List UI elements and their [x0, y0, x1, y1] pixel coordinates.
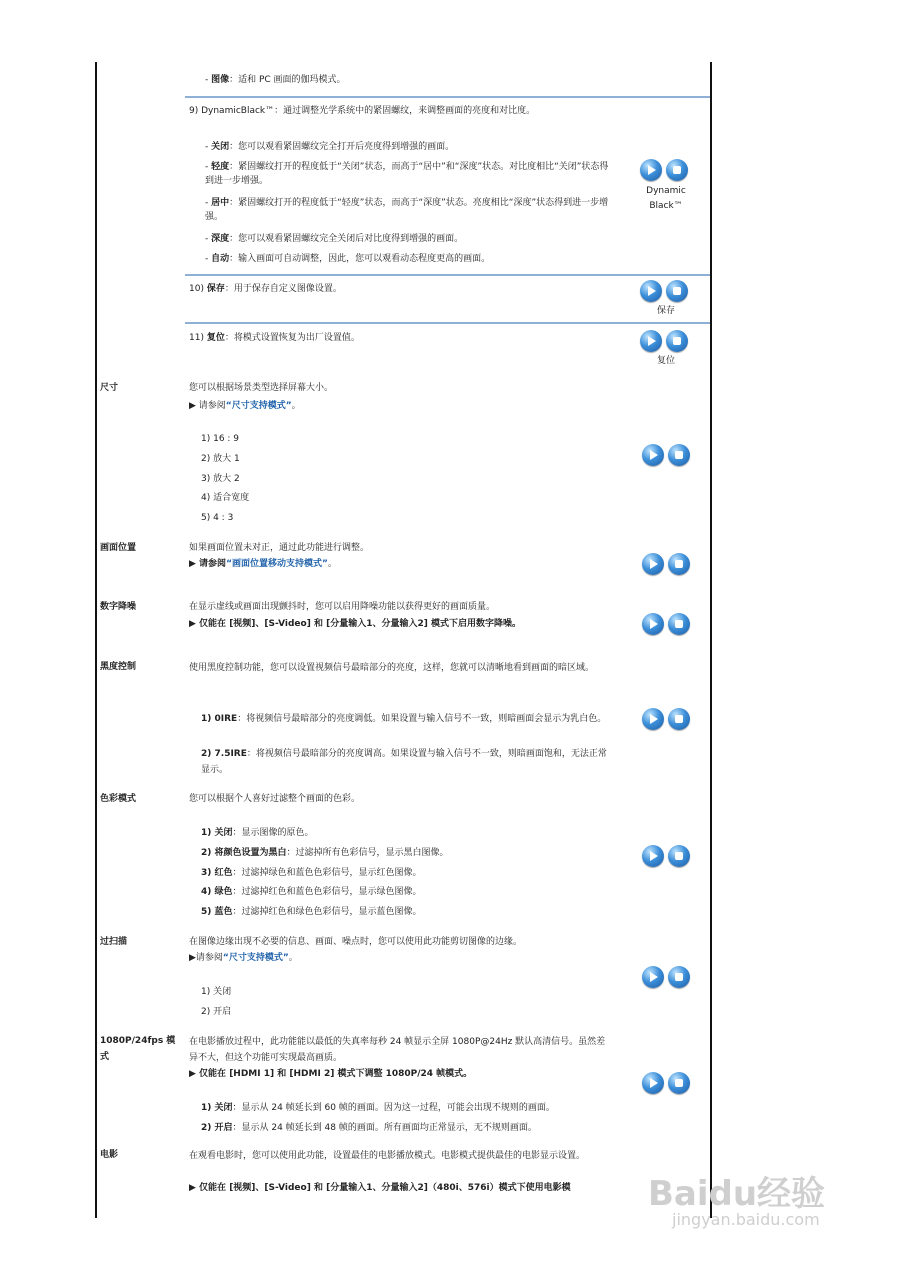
movie-note: ▶ 仅能在 [视频]、[S-Video] 和 [分量输入1、分量输入2]（480i、576i）模式下使用电影模 [189, 1183, 571, 1193]
right-border [710, 62, 712, 1218]
dnr-desc: 在显示虚线或画面出现颤抖时，您可以启用降噪功能以获得更好的画面质量。 [189, 602, 496, 612]
dynamic-black-item: - 自动：输入画面可自动调整，因此，您可以观看动态程度更高的画面。 [205, 254, 491, 264]
color-mode-item: 4) 绿色：过滤掉红色和蓝色色彩信号，显示绿色图像。 [201, 887, 422, 897]
play-icon[interactable] [642, 708, 664, 730]
black-level-label: 黑度控制 [100, 662, 137, 672]
size-option: 1) 16 : 9 [201, 434, 240, 444]
film-1080p-label: 1080P/24fps 模 [100, 1036, 176, 1046]
color-mode-item: 5) 蓝色：过滤掉红色和绿色色彩信号，显示蓝色图像。 [201, 907, 422, 917]
row-divider [185, 274, 710, 276]
overscan-ref: ▶请参阅“尺寸支持模式”。 [189, 953, 298, 963]
dynamic-black-item: - 轻度：紧固螺纹打开的程度低于“关闭”状态，而高于“居中”和“深度”状态。对比度相比“关闭”状态得到进一步增强。 [205, 162, 609, 186]
movie-desc: 在观看电影时，您可以使用此功能，设置最佳的电影播放模式。电影模式提供最佳的电影显示设置。 [189, 1151, 586, 1161]
black-level-buttons [642, 708, 690, 730]
save-buttons [640, 280, 688, 302]
row-divider [185, 96, 710, 98]
black-level-item: 2) 7.5IRE：将视频信号最暗部分的亮度调高。如果设置与输入信号不一致，则暗画面饱和，无法正常显示。 [201, 749, 607, 775]
film-1080p-note: ▶ 仅能在 [HDMI 1] 和 [HDMI 2] 模式下调整 1080P/24 帧模式。 [189, 1069, 473, 1079]
size-buttons [642, 444, 690, 466]
row-divider [185, 322, 710, 324]
black-level-item: 1) 0IRE：将视频信号最暗部分的亮度调低。如果设置与输入信号不一致，则暗画面会显示为乳白色。 [201, 714, 607, 724]
play-icon[interactable] [642, 1072, 664, 1094]
size-desc: 您可以根据场景类型选择屏幕大小。 [189, 383, 334, 393]
size-option: 4) 适合宽度 [201, 493, 250, 503]
film-1080p-buttons [642, 1072, 690, 1094]
dnr-note: ▶ 仅能在 [视频]、[S-Video] 和 [分量输入1、分量输入2] 模式下启用数字降噪。 [189, 619, 521, 629]
film-1080p-label: 式 [100, 1052, 110, 1062]
color-mode-item: 3) 红色：过滤掉绿色和蓝色色彩信号，显示红色图像。 [201, 868, 422, 878]
position-ref-link[interactable]: “画面位置移动支持模式” [226, 559, 328, 569]
stop-icon[interactable] [668, 1072, 690, 1094]
position-label: 画面位置 [100, 543, 137, 553]
stop-icon[interactable] [668, 708, 690, 730]
gamma-item: - 图像：适和 PC 画面的伽玛模式。 [205, 75, 346, 85]
stop-icon[interactable] [668, 444, 690, 466]
stop-icon[interactable] [668, 553, 690, 575]
size-ref-link[interactable]: “尺寸支持模式” [225, 401, 292, 411]
overscan-label: 过扫描 [100, 937, 128, 947]
dnr-label: 数字降噪 [100, 602, 137, 612]
film-1080p-item: 2) 开启：显示从 24 帧延长到 48 帧的画面。所有画面均正常显示，无不规则画面。 [201, 1123, 537, 1133]
dynamic-black-title: 9) DynamicBlack™：通过调整光学系统中的紧固螺纹，来调整画面的亮度和对比度。 [189, 106, 536, 116]
film-1080p-desc: 在电影播放过程中，此功能能以最低的失真率每秒 24 帧显示全屏 1080P@24Hz 默认高清信号。虽然差异不大，但这个功能可实现最高画质。 [189, 1037, 606, 1063]
color-mode-label: 色彩模式 [100, 794, 137, 804]
black-level-desc: 使用黑度控制功能，您可以设置视频信号最暗部分的亮度，这样，您就可以清晰地看到画面的暗区域。 [189, 663, 595, 673]
overscan-option: 1) 关闭 [201, 987, 232, 997]
color-mode-desc: 您可以根据个人喜好过滤整个画面的色彩。 [189, 794, 361, 804]
save-item: 10) 保存：用于保存自定义图像设置。 [189, 284, 342, 294]
position-buttons [642, 553, 690, 575]
overscan-ref-link[interactable]: “尺寸支持模式” [222, 953, 289, 963]
color-mode-item: 1) 关闭：显示图像的原色。 [201, 828, 314, 838]
size-option: 2) 放大 1 [201, 454, 240, 464]
play-icon[interactable] [640, 159, 662, 181]
size-option: 3) 放大 2 [201, 474, 240, 484]
stop-icon[interactable] [668, 613, 690, 635]
color-mode-buttons [642, 845, 690, 867]
play-icon[interactable] [642, 444, 664, 466]
overscan-option: 2) 开启 [201, 1007, 232, 1017]
position-ref: ▶ 请参阅“画面位置移动支持模式”。 [189, 559, 337, 569]
play-icon[interactable] [642, 966, 664, 988]
movie-label: 电影 [100, 1150, 119, 1160]
position-desc: 如果画面位置未对正，通过此功能进行调整。 [189, 543, 370, 553]
left-border [95, 62, 97, 1218]
play-icon[interactable] [642, 553, 664, 575]
overscan-desc: 在图像边缘出现不必要的信息、画面、噪点时，您可以使用此功能剪切图像的边缘。 [189, 937, 523, 947]
size-option: 5) 4 : 3 [201, 513, 234, 523]
stop-icon[interactable] [668, 966, 690, 988]
baidu-watermark-url: jingyan.baidu.com [672, 1210, 820, 1229]
play-icon[interactable] [640, 330, 662, 352]
overscan-buttons [642, 966, 690, 988]
save-button-label: 保存 [656, 306, 675, 316]
reset-buttons [640, 330, 688, 352]
reset-button-label: 复位 [656, 356, 675, 366]
film-1080p-item: 1) 关闭：显示从 24 帧延长到 60 帧的画面。因为这一过程，可能会出现不规则的画面。 [201, 1103, 555, 1113]
reset-item: 11) 复位：将模式设置恢复为出厂设置值。 [189, 333, 360, 343]
play-icon[interactable] [642, 845, 664, 867]
dynamic-black-button-label: Dynamic [646, 186, 686, 196]
gamma-item-label: 图像 [211, 75, 230, 85]
baidu-watermark-logo: Baidu经验 [648, 1174, 826, 1214]
stop-icon[interactable] [668, 845, 690, 867]
stop-icon[interactable] [666, 280, 688, 302]
color-mode-item: 2) 将颜色设置为黑白：过滤掉所有色彩信号，显示黑白图像。 [201, 848, 449, 858]
stop-icon[interactable] [666, 330, 688, 352]
gamma-item-text: ：适和 PC 画面的伽玛模式。 [229, 75, 346, 85]
dynamic-black-item: - 关闭：您可以观看紧固螺纹完全打开后亮度得到增强的画面。 [205, 142, 455, 152]
dynamic-black-buttons [640, 159, 688, 181]
dnr-buttons [642, 613, 690, 635]
dynamic-black-item: - 居中：紧固螺纹打开的程度低于“轻度”状态，而高于“深度”状态。亮度相比“深度”状态得到进一步增强。 [205, 198, 609, 222]
dynamic-black-item: - 深度：您可以观看紧固螺纹完全关闭后对比度得到增强的画面。 [205, 234, 464, 244]
stop-icon[interactable] [666, 159, 688, 181]
play-icon[interactable] [642, 613, 664, 635]
size-ref: ▶ 请参阅“尺寸支持模式”。 [189, 401, 301, 411]
size-label: 尺寸 [100, 383, 119, 393]
dynamic-black-button-label: Black™ [649, 201, 683, 211]
play-icon[interactable] [640, 280, 662, 302]
